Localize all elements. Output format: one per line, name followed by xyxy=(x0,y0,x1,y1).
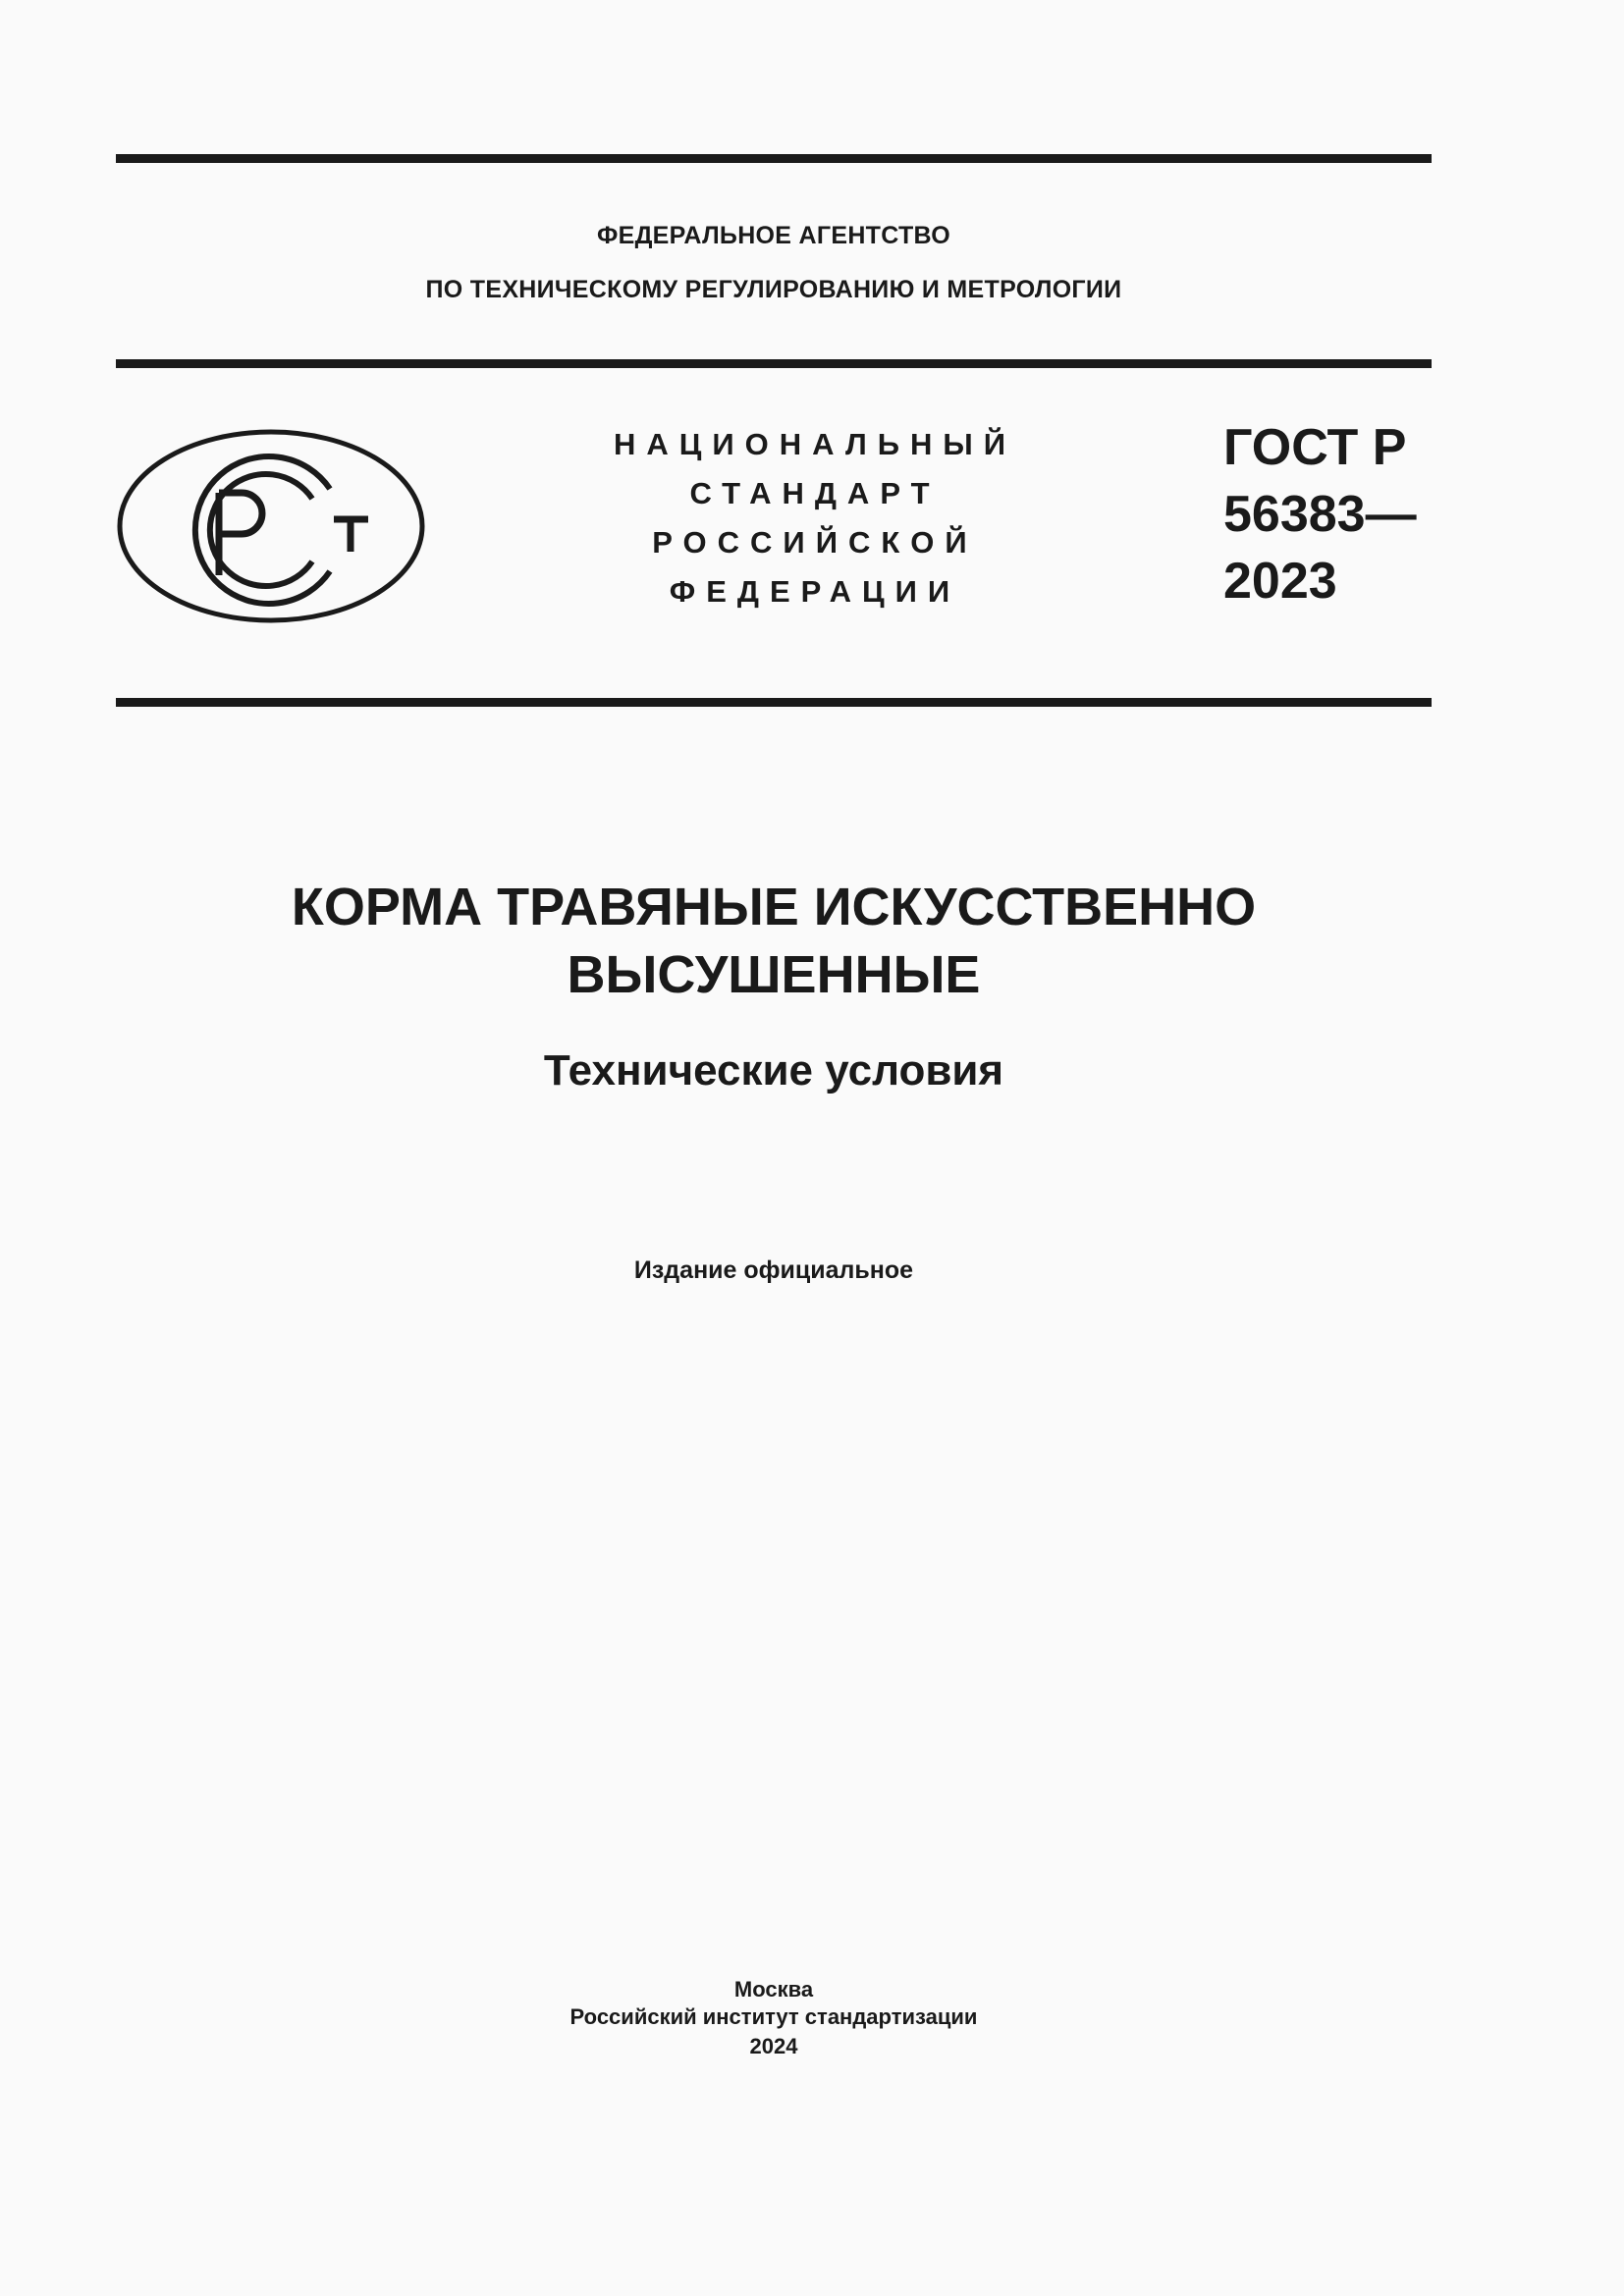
designation-line3: 2023 xyxy=(1223,553,1337,610)
header-rule xyxy=(116,359,1432,368)
document-subtitle: Технические условия xyxy=(543,1046,1004,1095)
standard-type-line1: НАЦИОНАЛЬНЫЙ xyxy=(613,427,1017,461)
standard-type-line4: ФЕДЕРАЦИИ xyxy=(669,574,961,609)
designation-line2: 56383— xyxy=(1223,486,1417,543)
designation-line1: ГОСТ Р xyxy=(1223,419,1407,476)
document-title-line1: КОРМА ТРАВЯНЫЕ ИСКУССТВЕННО xyxy=(291,878,1257,936)
document-title-line2: ВЫСУШЕННЫЕ xyxy=(567,945,981,1004)
imprint-publisher: Российский институт стандартизации xyxy=(569,2004,978,2029)
edition-label: Издание официальное xyxy=(633,1256,914,1284)
top-rule xyxy=(116,154,1432,163)
imprint-city: Москва xyxy=(733,1977,814,2002)
standard-type-line2: СТАНДАРТ xyxy=(689,476,941,510)
rst-logo-icon xyxy=(116,428,426,624)
imprint-year: 2024 xyxy=(749,2034,798,2058)
agency-name-line1: ФЕДЕРАЛЬНОЕ АГЕНТСТВО xyxy=(596,222,951,249)
agency-name-line2: ПО ТЕХНИЧЕСКОМУ РЕГУЛИРОВАНИЮ И МЕТРОЛОГИИ xyxy=(425,276,1122,303)
standard-type-line3: РОССИЙСКОЙ xyxy=(652,525,978,560)
logo-block-rule xyxy=(116,698,1432,707)
